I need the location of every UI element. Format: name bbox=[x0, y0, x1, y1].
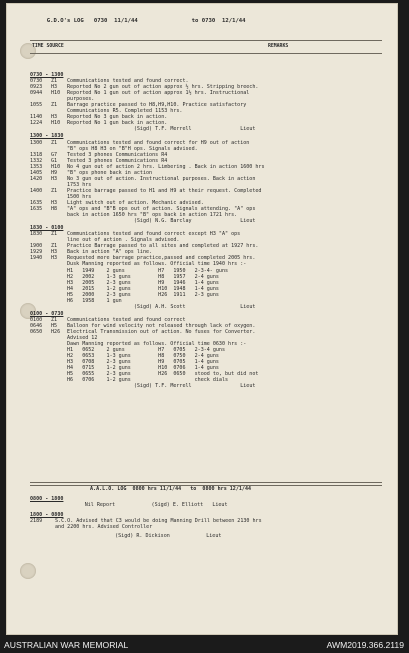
entry-remarks: Communications tested and found correct. bbox=[67, 78, 189, 85]
entry-remarks: Balloon for wind velocity not released through lack of oxygen. bbox=[67, 322, 256, 329]
entry-remarks: Tested 3 phones Communications R4 bbox=[67, 151, 168, 158]
column-rule bbox=[30, 53, 382, 54]
log-line: 2189 S.C.O. Advised that C3 would be doing Manning Drill between 2130 hrs bbox=[30, 518, 262, 525]
entry-time: 1940 bbox=[30, 255, 43, 262]
log-entries bbox=[30, 71, 384, 389]
entry-time: 1224 bbox=[30, 120, 43, 127]
entry-remarks: Reported No 1 gun back in action. bbox=[67, 120, 168, 127]
entry-remarks: Barrage practice passed to H8,H9,H10. Practice satisfactory bbox=[67, 102, 247, 109]
entry-source bbox=[51, 126, 67, 132]
section-heading: 0100 - 0730 bbox=[30, 310, 64, 317]
section-heading: 1830 - 0100 bbox=[30, 225, 64, 232]
entry-time: 1929 bbox=[30, 249, 43, 256]
entry-time: 1318 bbox=[30, 151, 43, 158]
entry-remarks: "A" ops and "B"B ops out of action. Signals attending. "A" ops bbox=[67, 206, 256, 213]
entry-source: Z1 bbox=[51, 243, 58, 250]
archive-name: AUSTRALIAN WAR MEMORIAL bbox=[4, 640, 129, 650]
entry-remarks: (Sigd) A.H. Scott Lieut bbox=[67, 303, 256, 310]
entry-source: H3 bbox=[51, 249, 58, 256]
entry-remarks: Requested more barrage practice,passed and completed 2005 hrs. bbox=[67, 255, 256, 262]
entry-source: Z1 bbox=[51, 231, 58, 238]
entry-remarks: Practice Barrage passed to all sites and completed at 1927 hrs. bbox=[67, 243, 259, 250]
entry-time: 1900 bbox=[30, 243, 43, 250]
entry-remarks: Advised 12 bbox=[67, 335, 98, 342]
entry-source: H3 bbox=[51, 84, 58, 91]
log-line bbox=[30, 304, 384, 310]
entry-remarks: Practice barrage passed to H1 and H9 at their request. Completed bbox=[67, 187, 262, 194]
to-time: 0730 bbox=[201, 18, 216, 24]
entry-time: 0730 bbox=[30, 78, 43, 85]
entry-time: 0646 bbox=[30, 322, 43, 329]
entry-remarks: Dusk Manning reported as follows. Official time 1940 hrs :- bbox=[67, 261, 247, 268]
entry-remarks: H3 0708 2-3 guns H9 0705 1-4 guns bbox=[67, 359, 219, 366]
entry-source: H10 bbox=[51, 163, 61, 170]
entry-time: 1635 bbox=[30, 206, 43, 213]
entry-remarks: No 4 gun out of action 2 hrs. Limbering . Back in action 1600 hrs bbox=[67, 163, 265, 170]
entry-remarks: H6 1958 1 gun bbox=[67, 297, 122, 304]
from-date: 11/1/44 bbox=[114, 18, 138, 24]
entry-remarks: Light switch out of action. Mechanic advised. bbox=[67, 199, 204, 206]
log-line bbox=[30, 383, 384, 389]
entry-remarks: Communications tested and found correct except H3 "A" ops bbox=[67, 231, 241, 238]
header-rule bbox=[30, 40, 382, 41]
section-heading: 1300 - 1830 bbox=[30, 133, 64, 140]
log-line bbox=[30, 126, 384, 132]
entry-source: H3 bbox=[51, 255, 58, 262]
from-time: 0730 bbox=[93, 18, 108, 24]
entry-time bbox=[30, 383, 51, 389]
entry-source: G7 bbox=[51, 151, 58, 158]
entry-remarks: 1753 hrs bbox=[67, 181, 92, 188]
archive-footer bbox=[0, 637, 409, 653]
entry-remarks: H3 2005 2-3 guns H9 1946 1-4 guns bbox=[67, 279, 219, 286]
entry-source: Z1 bbox=[51, 78, 58, 85]
entry-remarks: H6 0706 1-2 guns check dials bbox=[67, 377, 229, 384]
entry-time: 1405 bbox=[30, 169, 43, 176]
entry-time: 1300 bbox=[30, 139, 43, 146]
entry-time: 1140 bbox=[30, 114, 43, 121]
entry-remarks: Communications tested and found correct for H9 out of action bbox=[67, 139, 250, 146]
entry-remarks: Communications tested and found correct bbox=[67, 316, 186, 323]
entry-source: H26 bbox=[51, 328, 61, 335]
entry-remarks: line out of action . Signals advised. bbox=[67, 237, 180, 244]
entry-remarks: (Sigd) T.F. Merrell Lieut bbox=[67, 383, 256, 390]
entry-source: H5 bbox=[51, 322, 58, 329]
entry-remarks: Reported No 1 gun out of action approx 1½ hrs. Instructional bbox=[67, 90, 250, 97]
log-title: G.D.O's LOG bbox=[46, 18, 84, 24]
entry-source: Z1 bbox=[51, 102, 58, 109]
entry-time bbox=[30, 218, 51, 224]
entry-remarks: "B" ops H8 H3 on "B"H ops. Signals advised. bbox=[67, 145, 198, 152]
entry-remarks: Back in action "A" ops line. bbox=[67, 249, 153, 256]
entry-source bbox=[51, 304, 67, 310]
entry-time: 0923 bbox=[30, 84, 43, 91]
entry-time: 1830 bbox=[30, 231, 43, 238]
entry-remarks: H1 1949 2 guns H7 1950 2-3-4- guns bbox=[67, 267, 229, 274]
entry-remarks: H1 0652 2 guns H7 0705 2-3-4 guns bbox=[67, 347, 226, 354]
entry-source: H9 bbox=[51, 169, 58, 176]
section-heading: 0730 - 1300 bbox=[30, 72, 64, 78]
entry-remarks: H2 0653 1-3 guns H8 0750 2-4 guns bbox=[67, 353, 219, 360]
entry-time: 1420 bbox=[30, 175, 43, 182]
entry-remarks: H2 2002 1-3 guns H8 1957 2-4 guns bbox=[67, 273, 219, 280]
entry-remarks: Reported No 3 gun back in action. bbox=[67, 114, 168, 121]
col-time-source: TIME SOURCE bbox=[32, 44, 64, 49]
entry-remarks: Dawn Manning reported as follows. Official time 0630 hrs :- bbox=[67, 341, 247, 348]
entry-source: G1 bbox=[51, 157, 58, 164]
entry-remarks: Tested 3 phones Communications R4 bbox=[67, 157, 168, 164]
archive-reference: AWM2019.366.2119 bbox=[326, 640, 404, 650]
entry-remarks: "B" ops phone back in action bbox=[67, 169, 153, 176]
entry-remarks: 1500 hrs bbox=[67, 193, 92, 200]
entry-source: Z1 bbox=[51, 187, 58, 194]
entry-source: H3 bbox=[51, 175, 58, 182]
entry-source: H3 bbox=[51, 199, 58, 206]
entry-remarks: Reported No 2 gun out of action approx ½ hrs. Stripping breech. bbox=[67, 84, 259, 91]
entry-remarks: back in action 1650 hrs "B" ops back in action 1721 hrs. bbox=[67, 212, 238, 219]
entry-time bbox=[30, 304, 51, 310]
entry-source: Z1 bbox=[51, 139, 58, 146]
entry-remarks: H4 0715 1-2 guns H10 0706 1-4 guns bbox=[67, 365, 219, 372]
entry-source: H8 bbox=[51, 206, 58, 213]
entry-remarks: H4 2015 1-2 guns H10 1948 1-4 guns bbox=[67, 285, 219, 292]
punch-hole bbox=[20, 563, 36, 579]
log-line: Nil Report (Sigd) E. Elliott Lieut bbox=[30, 502, 228, 509]
entry-remarks: (Sigd) N.G. Barclay Lieut bbox=[67, 218, 256, 225]
entry-source: Z1 bbox=[51, 316, 58, 323]
entry-remarks: purposes. bbox=[67, 96, 95, 103]
aalo-log-title: A.A.L.O. LOG 0800 hrs 11/1/44 to 0800 hrs 12/1/44 bbox=[90, 486, 252, 492]
entry-time: 1353 bbox=[30, 163, 43, 170]
entry-time: 0944 bbox=[30, 90, 43, 97]
entry-time: 0100 bbox=[30, 316, 43, 323]
entry-source: H10 bbox=[51, 120, 61, 127]
section-heading: 0800 - 1800 bbox=[30, 496, 64, 503]
entry-remarks: H5 2000 2-3 guns H26 1911 2-3 guns bbox=[67, 291, 219, 298]
section-heading: 1800 - 0800 bbox=[30, 512, 64, 519]
entry-remarks: (Sigd) T.F. Merrell Lieut bbox=[67, 126, 256, 133]
entry-time bbox=[30, 126, 51, 132]
to-date: 12/1/44 bbox=[221, 18, 246, 24]
entry-time: 0650 bbox=[30, 328, 43, 335]
aalo-log bbox=[30, 486, 384, 539]
entry-remarks: No 3 gun out of action. Instructional purposes. Back in action bbox=[67, 175, 256, 182]
entry-source: H3 bbox=[51, 114, 58, 121]
entry-source: H10 bbox=[51, 90, 61, 97]
entry-remarks: Communications R5. Completed 1153 hrs. bbox=[67, 108, 183, 115]
entry-time: 1332 bbox=[30, 157, 43, 164]
log-header: G.D.O's LOG 0730 11/1/44 to 0730 12/1/44 bbox=[46, 18, 246, 24]
signature-line: (Sigd) R. Dickison Lieut bbox=[30, 533, 222, 540]
entry-source bbox=[51, 383, 67, 389]
log-line: and 2200 hrs. Advised Controller bbox=[55, 524, 153, 531]
entry-source bbox=[51, 218, 67, 224]
entry-time: 1635 bbox=[30, 199, 43, 206]
entry-remarks: H5 0655 2-3 guns H26 0650 stood to, but did not bbox=[67, 371, 259, 378]
entry-time: 1400 bbox=[30, 187, 43, 194]
col-remarks: REMARKS bbox=[268, 44, 289, 49]
entry-time: 1055 bbox=[30, 102, 43, 109]
log-line bbox=[30, 218, 384, 224]
entry-remarks: Electrical Transmission out of action. No fuses for Converter. bbox=[67, 328, 256, 335]
